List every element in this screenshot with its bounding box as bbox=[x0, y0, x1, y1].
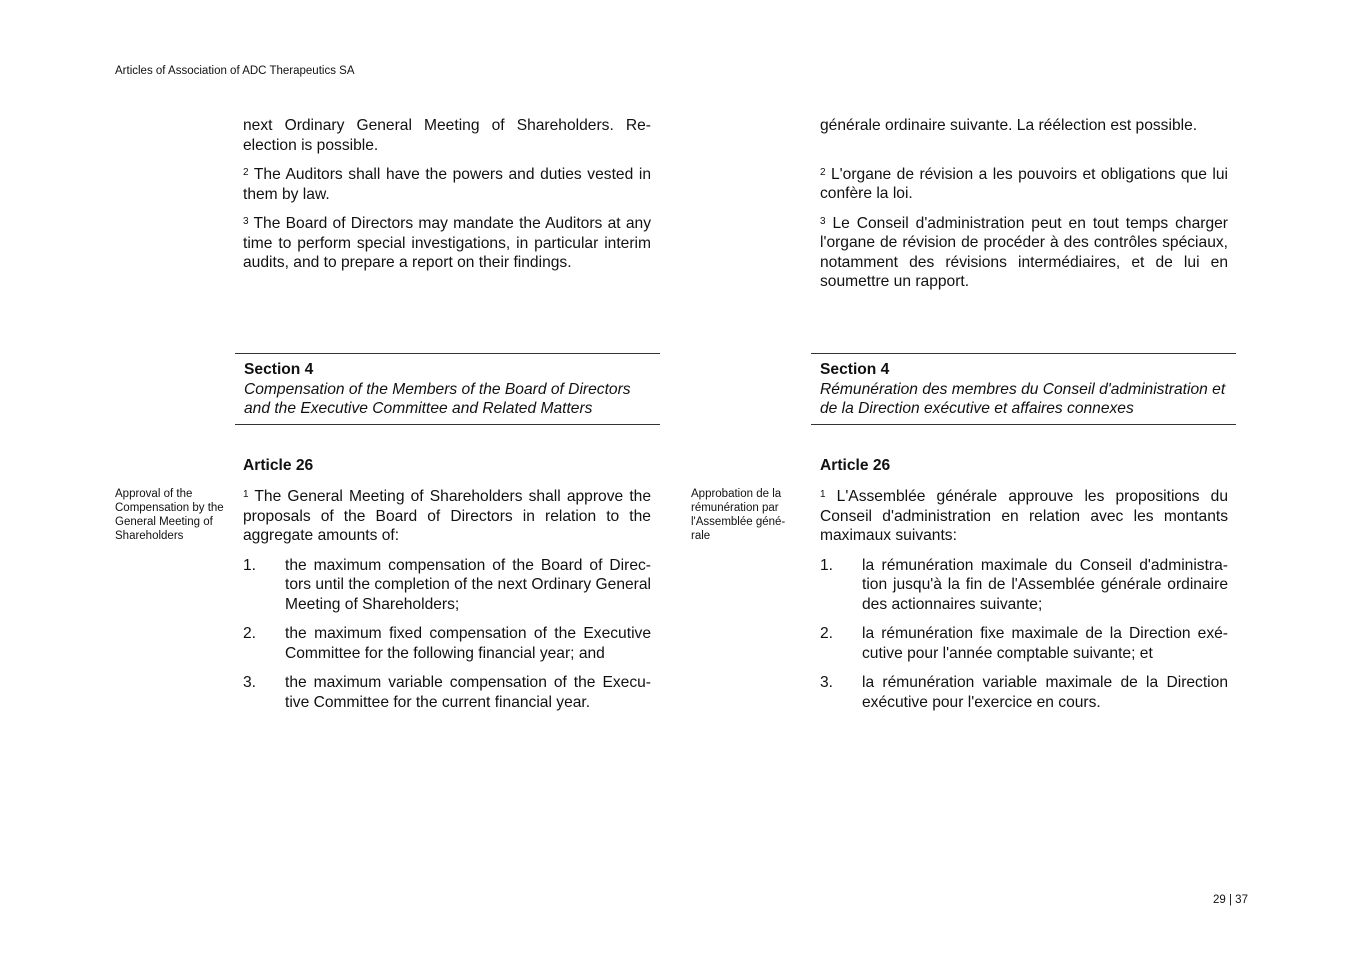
en-article-body bbox=[243, 487, 651, 712]
list-number: 2. bbox=[820, 625, 834, 642]
list-text: the maximum compensation of the Board of Directors until the completion of the next Ordinary General Meeting of Shareholders; bbox=[285, 556, 651, 613]
list-text: la rémunération variable maximale de la Direction exécutive pour l'exercice en cours. bbox=[862, 674, 1228, 711]
section-title: Compensation of the Members of the Board of Directors and the Executive Committee and Related Matters bbox=[244, 380, 631, 417]
list-item bbox=[820, 673, 1228, 712]
footnote-number: 3 bbox=[820, 215, 826, 227]
fr-intro bbox=[820, 116, 1228, 292]
list-number: 2. bbox=[243, 625, 257, 642]
paragraph-text: The Board of Directors may mandate the Auditors at any time to perform special investigations, in particular interim audits, and to prepare a report on their findings. bbox=[243, 215, 651, 271]
paragraph-text: L'Assemblée générale approuve les propositions du Conseil d'administration en relation avec les montants maximaux suivants: bbox=[820, 488, 1228, 544]
list-item bbox=[243, 673, 651, 712]
list-item bbox=[243, 624, 651, 663]
fr-article-body bbox=[820, 487, 1228, 712]
list-item bbox=[243, 556, 651, 615]
en-margin-note: Approval of the Compensation by the General Meeting of Shareholders bbox=[115, 488, 224, 542]
list-number: 3. bbox=[820, 674, 834, 691]
section-label: Section 4 bbox=[820, 361, 890, 378]
list-text: the maximum variable compensation of the Executive Committee for the current financial year. bbox=[285, 674, 651, 711]
fr-article-heading: Article 26 bbox=[820, 457, 891, 474]
list-text: the maximum fixed compensation of the Executive Committee for the following financial year; and bbox=[285, 625, 651, 662]
paragraph-text: L'organe de révision a les pouvoirs et obligations que lui confère la loi. bbox=[820, 165, 1228, 202]
paragraph-text: The General Meeting of Shareholders shall approve the proposals of the Board of Directors in relation to the aggregate amounts of: bbox=[243, 488, 651, 544]
footnote-number: 1 bbox=[820, 489, 826, 500]
footnote-number: 2 bbox=[820, 166, 826, 178]
paragraph-text: Le Conseil d'administration peut en tout temps charger l'organe de révision de procéder à des contrôles spéciaux, notamment des révisions intermédiaires, et de lui en soumettre un rapport. bbox=[820, 214, 1228, 290]
list-text: la rémunération fixe maximale de la Direction exécutive pour l'année comptable suivante; et bbox=[862, 625, 1228, 662]
section-label: Section 4 bbox=[244, 361, 314, 378]
footnote-number: 1 bbox=[243, 489, 249, 500]
fr-margin-note: Approbation de la rémunération par l'Assemblée générale bbox=[691, 488, 786, 542]
fr-paragraph-continued: générale ordinaire suivante. La réélection est possible. bbox=[820, 117, 1198, 134]
fr-section-heading bbox=[811, 353, 1236, 425]
list-number: 1. bbox=[243, 556, 257, 574]
en-paragraph-3 bbox=[243, 214, 651, 273]
footnote-number: 2 bbox=[243, 167, 249, 178]
en-paragraph-continued: next Ordinary General Meeting of Shareholders. Re-election is possible. bbox=[243, 117, 651, 154]
en-article-paragraph-1 bbox=[243, 487, 651, 546]
list-number: 3. bbox=[243, 674, 257, 691]
en-section-heading bbox=[235, 353, 660, 425]
section-title: Rémunération des membres du Conseil d'administration et de la Direction exécutive et affaires connexes bbox=[820, 380, 1226, 417]
fr-article-paragraph-1 bbox=[820, 487, 1228, 546]
list-number: 1. bbox=[820, 556, 834, 574]
list-item bbox=[820, 556, 1228, 615]
fr-paragraph-2 bbox=[820, 165, 1228, 204]
list-item bbox=[820, 624, 1228, 663]
list-text: la rémunération maximale du Conseil d'administration jusqu'à la fin de l'Assemblée générale ordinaire des actionnaires suivante; bbox=[862, 556, 1228, 613]
footnote-number: 3 bbox=[243, 216, 249, 227]
en-paragraph-2 bbox=[243, 165, 651, 204]
en-article-heading: Article 26 bbox=[243, 457, 314, 474]
page-number: 29 | 37 bbox=[1213, 894, 1248, 906]
fr-paragraph-3 bbox=[820, 214, 1228, 292]
en-intro bbox=[243, 116, 651, 273]
running-header: Articles of Association of ADC Therapeutics SA bbox=[115, 65, 355, 77]
paragraph-text: The Auditors shall have the powers and duties vested in them by law. bbox=[243, 166, 651, 203]
